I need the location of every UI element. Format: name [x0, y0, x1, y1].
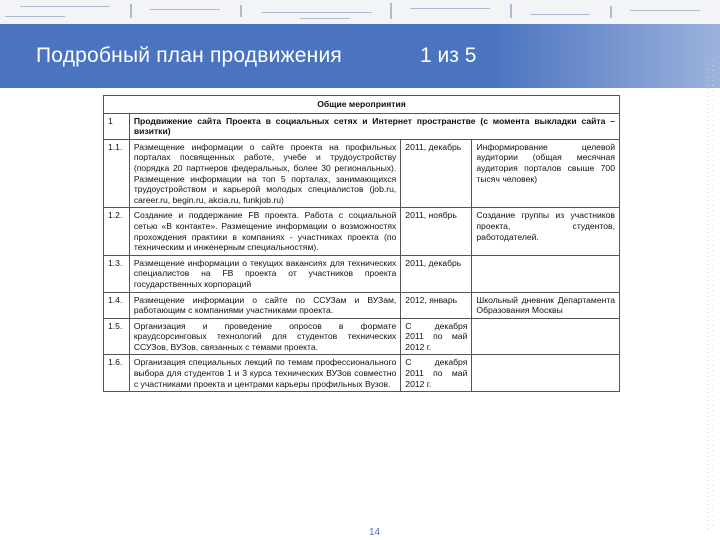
row-activity: Организация и проведение опросов в формате краудсорсинговых технологий для студентов технических ССУЗов, ВУЗов, связанных с темами проекта. — [129, 318, 400, 355]
dotted-pattern-graphic — [0, 0, 720, 24]
table-heading: Общие мероприятия — [104, 96, 620, 114]
row-note: Создание группы из участников проекта, студентов, работодателей. — [472, 208, 620, 255]
table-heading-row — [104, 96, 620, 114]
row-note — [472, 318, 620, 355]
page-number: 14 — [369, 527, 381, 538]
decorative-top-strip — [0, 0, 720, 24]
row-activity: Продвижение сайта Проекта в социальных сетях и Интернет пространстве (с момента выкладки сайта – визитки) — [129, 113, 619, 139]
table-row — [104, 113, 620, 139]
slide-title: Подробный план продвижения — [36, 44, 342, 67]
row-timing: 2011, декабрь — [401, 255, 472, 292]
row-number: 1.4. — [104, 292, 130, 318]
plan-table — [103, 95, 620, 392]
row-number: 1.3. — [104, 255, 130, 292]
table-row — [104, 318, 620, 355]
row-timing: 2011, декабрь — [401, 139, 472, 208]
table-row — [104, 208, 620, 255]
row-activity: Размещение информации о сайте по ССУЗам и ВУЗам, работающим с компаниями участниками проекта. — [129, 292, 400, 318]
row-note — [472, 355, 620, 392]
table-row — [104, 292, 620, 318]
row-activity: Организация специальных лекций по темам профессионального выбора для студентов 1 и 3 курса технических ВУЗов совместно с участниками проекта и центрами карьеры профильных Вузов. — [129, 355, 400, 392]
row-number: 1 — [104, 113, 130, 139]
row-activity: Размещение информации о текущих вакансиях для технических специалистов на FB проекта от участников проекта государственных корпораций — [129, 255, 400, 292]
right-dotted-border — [704, 60, 718, 530]
row-number: 1.2. — [104, 208, 130, 255]
row-timing: С декабря 2011 по май 2012 г. — [401, 318, 472, 355]
row-activity: Создание и поддержание FB проекта. Работа с социальной сетью «В контакте». Размещение информации о возможностях прохождения практики в компаниях - участниках проекта (по техническим и инженерным специальностям). — [129, 208, 400, 255]
row-timing: 2012, январь — [401, 292, 472, 318]
row-note: Школьный дневник Департамента Образования Москвы — [472, 292, 620, 318]
table-row — [104, 355, 620, 392]
row-number: 1.5. — [104, 318, 130, 355]
row-activity: Размещение информации о сайте проекта на профильных порталах посвященных работе, учебе и трудоустройству (порядка 20 партнеров федеральных, более 30 региональных). Размещение информации на топ 5 порталах, занимающихся трудоустройством и карьерой молодых специалистов (job.ru, career.ru, begin.ru, akcia.ru, funkjob.ru) — [129, 139, 400, 208]
row-note — [472, 255, 620, 292]
row-number: 1.6. — [104, 355, 130, 392]
page-indicator: 1 из 5 — [420, 44, 477, 67]
row-timing: 2011, ноябрь — [401, 208, 472, 255]
row-timing: С декабря 2011 по май 2012 г. — [401, 355, 472, 392]
row-note: Информирование целевой аудитории (общая месячная аудитория порталов свыше 700 тысяч человек) — [472, 139, 620, 208]
row-number: 1.1. — [104, 139, 130, 208]
table-row — [104, 139, 620, 208]
header-shade — [490, 24, 720, 88]
scanned-document — [103, 95, 620, 515]
table-row — [104, 255, 620, 292]
